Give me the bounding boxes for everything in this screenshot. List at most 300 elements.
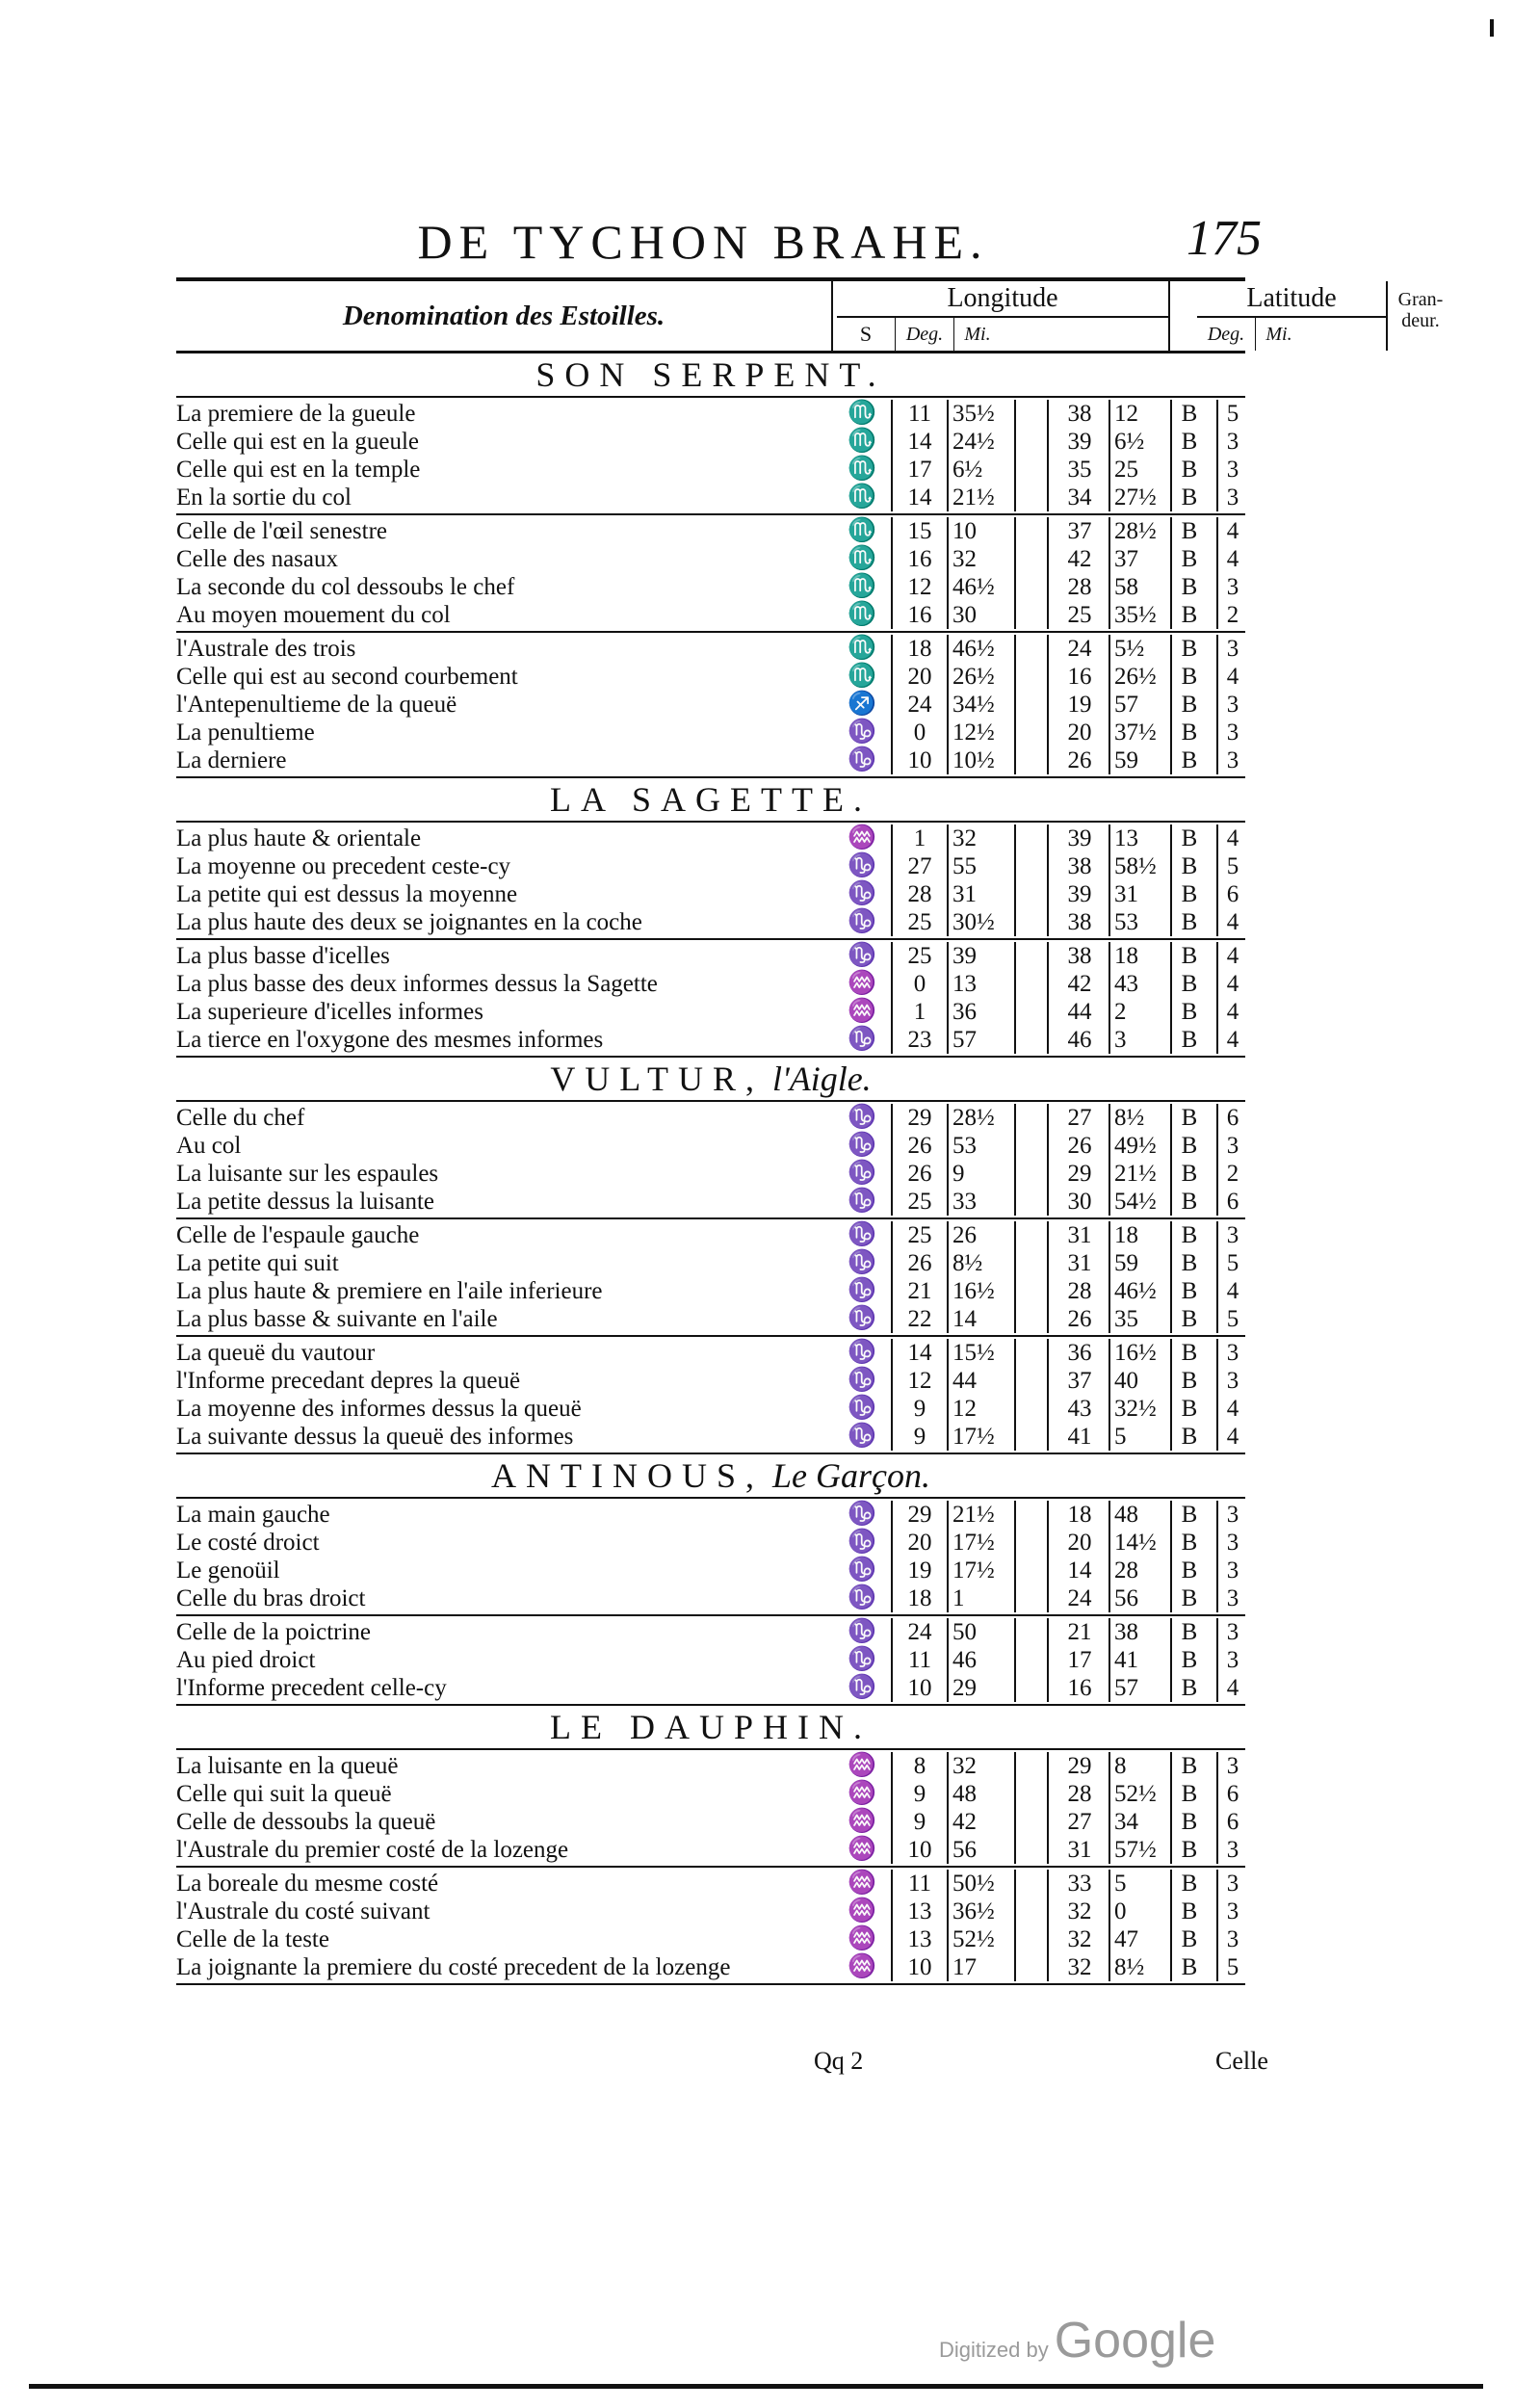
zodiac-sign: ♑ [848,1619,876,1644]
table-row [176,1104,1245,1132]
latitude-degrees: 38 [1067,401,1092,427]
table-row [176,1618,1245,1646]
latitude-direction: B [1170,545,1207,573]
column-rule [1047,400,1049,428]
star-name: La plus basse des deux informes dessus la Sagette [176,971,658,997]
latitude-degrees: 39 [1067,881,1092,907]
table-row [176,998,1245,1026]
latitude-direction: B [1170,1160,1207,1188]
longitude-degrees: 9 [891,1395,947,1423]
zodiac-sign: ♒ [848,825,876,851]
zodiac-sign: ♏ [848,401,876,426]
latitude-degrees: 39 [1067,825,1092,851]
latitude-degrees: 35 [1067,457,1092,483]
latitude-minutes: 57 [1109,691,1166,719]
longitude-minutes: 31 [947,880,1008,908]
table-row [176,1925,1245,1953]
latitude-minutes: 53 [1109,908,1166,936]
latitude-minutes: 28 [1109,1557,1166,1584]
constellation-heading [176,353,1245,398]
longitude-minutes: 56 [947,1836,1008,1864]
table-row [176,1277,1245,1305]
zodiac-sign: ♏ [848,518,876,543]
zodiac-sign: ♏ [848,484,876,510]
column-rule [1047,746,1049,774]
longitude-degrees: 9 [891,1780,947,1808]
longitude-minutes: 14 [947,1305,1008,1333]
column-rule [1014,1395,1016,1423]
magnitude: 4 [1216,908,1247,936]
latitude-minutes: 8½ [1109,1953,1166,1981]
magnitude: 4 [1216,998,1247,1026]
star-name: Celle qui suit la queuë [176,1781,392,1807]
star-group [176,1219,1245,1337]
longitude-minutes: 24½ [947,428,1008,456]
zodiac-sign: ♏ [848,602,876,627]
latitude-minutes: 14½ [1109,1529,1166,1557]
column-rule [1014,1221,1016,1249]
star-name: Celle du bras droict [176,1585,366,1611]
table-row [176,1674,1245,1702]
zodiac-sign: ♑ [848,1502,876,1527]
longitude-minutes: 6½ [947,456,1008,484]
latitude-direction: B [1170,573,1207,601]
latitude-minutes: 2 [1109,998,1166,1026]
column-rule [1014,1305,1016,1333]
zodiac-sign: ♏ [848,457,876,482]
longitude-degrees: 25 [891,908,947,936]
longitude-minutes: 33 [947,1188,1008,1216]
longitude-degrees: 9 [891,1423,947,1451]
longitude-degrees: 12 [891,573,947,601]
magnitude: 3 [1216,1836,1247,1864]
latitude-degrees: 33 [1067,1871,1092,1897]
magnitude: 4 [1216,970,1247,998]
zodiac-sign: ♒ [848,1954,876,1979]
column-rule [1014,573,1016,601]
latitude-degrees: 26 [1067,747,1092,773]
latitude-direction: B [1170,484,1207,511]
latitude-direction: B [1170,852,1207,880]
table-row [176,1132,1245,1160]
magnitude: 5 [1216,400,1247,428]
magnitude: 4 [1216,1395,1247,1423]
latitude-direction: B [1170,1584,1207,1612]
star-name: La boreale du mesme costé [176,1871,439,1897]
column-rule [1047,1925,1049,1953]
zodiac-sign: ♑ [848,909,876,934]
star-name: Le costé droict [176,1530,320,1556]
latitude-degrees: 27 [1067,1105,1092,1131]
column-rule [1047,663,1049,691]
latitude-degrees: 44 [1067,999,1092,1025]
longitude-degrees: 0 [891,970,947,998]
header-latitude-minutes: Mi. [1265,323,1292,345]
column-rule [1014,970,1016,998]
latitude-direction: B [1170,428,1207,456]
column-rule [1047,1104,1049,1132]
latitude-direction: B [1170,824,1207,852]
latitude-degrees: 28 [1067,1278,1092,1304]
watermark-prefix: Digitized by [939,2338,1049,2362]
longitude-minutes: 16½ [947,1277,1008,1305]
latitude-direction: B [1170,1501,1207,1529]
longitude-minutes: 55 [947,852,1008,880]
longitude-degrees: 29 [891,1104,947,1132]
magnitude: 5 [1216,1249,1247,1277]
latitude-degrees: 31 [1067,1837,1092,1863]
latitude-minutes: 26½ [1109,663,1166,691]
star-name: Celle qui est en la gueule [176,429,420,455]
magnitude: 3 [1216,691,1247,719]
header-latitude-degrees: Deg. [1197,318,1256,351]
column-rule [1047,1953,1049,1981]
latitude-direction: B [1170,1618,1207,1646]
magnitude: 4 [1216,517,1247,545]
latitude-degrees: 34 [1067,484,1092,510]
magnitude: 4 [1216,1423,1247,1451]
zodiac-sign: ♑ [848,1306,876,1331]
column-rule [1047,545,1049,573]
longitude-degrees: 1 [891,998,947,1026]
magnitude: 3 [1216,1339,1247,1367]
zodiac-sign: ♒ [848,1781,876,1806]
latitude-minutes: 35 [1109,1305,1166,1333]
column-rule [1014,1870,1016,1898]
longitude-minutes: 52½ [947,1925,1008,1953]
star-name: Au moyen mouement du col [176,602,451,628]
longitude-minutes: 36 [947,998,1008,1026]
star-name: l'Australe du premier costé de la lozenge [176,1837,569,1863]
longitude-degrees: 10 [891,746,947,774]
column-rule [1014,852,1016,880]
column-rule [1047,942,1049,970]
zodiac-sign: ♏ [848,636,876,661]
latitude-direction: B [1170,1026,1207,1054]
star-name: l'Antepenultieme de la queuë [176,692,457,718]
column-rule [1014,1132,1016,1160]
column-rule [1014,1925,1016,1953]
header-longitude-degrees: Deg. [896,318,954,351]
latitude-direction: B [1170,663,1207,691]
column-rule [1047,1188,1049,1216]
star-name: Celle qui est en la temple [176,457,421,483]
star-name: Celle de la teste [176,1926,329,1952]
longitude-minutes: 15½ [947,1339,1008,1367]
column-rule [1014,1674,1016,1702]
magnitude: 4 [1216,1674,1247,1702]
zodiac-sign: ♑ [848,1368,876,1393]
zodiac-sign: ♑ [848,881,876,906]
latitude-degrees: 42 [1067,546,1092,572]
column-rule [1047,1277,1049,1305]
constellation-heading [176,778,1245,823]
latitude-direction: B [1170,400,1207,428]
longitude-degrees: 14 [891,484,947,511]
latitude-minutes: 0 [1109,1898,1166,1925]
zodiac-sign: ♑ [848,943,876,968]
column-rule [1014,1618,1016,1646]
latitude-degrees: 26 [1067,1306,1092,1332]
latitude-degrees: 37 [1067,1368,1092,1394]
latitude-minutes: 59 [1109,746,1166,774]
latitude-degrees: 21 [1067,1619,1092,1645]
latitude-minutes: 49½ [1109,1132,1166,1160]
latitude-minutes: 37 [1109,545,1166,573]
longitude-degrees: 23 [891,1026,947,1054]
longitude-degrees: 26 [891,1132,947,1160]
star-name: La moyenne ou precedent ceste-cy [176,853,511,879]
star-group [176,940,1245,1058]
column-rule [1014,1808,1016,1836]
latitude-direction: B [1170,942,1207,970]
star-name: En la sortie du col [176,484,352,510]
latitude-minutes: 13 [1109,824,1166,852]
column-rule [1047,428,1049,456]
latitude-degrees: 32 [1067,1954,1092,1980]
constellation-heading [176,1454,1245,1499]
table-row [176,824,1245,852]
latitude-minutes: 40 [1109,1367,1166,1395]
latitude-minutes: 48 [1109,1501,1166,1529]
longitude-degrees: 11 [891,1870,947,1898]
column-rule [1014,663,1016,691]
column-rule [1047,1395,1049,1423]
column-rule [1014,880,1016,908]
column-rule [1047,456,1049,484]
bottom-rule [29,2384,1483,2389]
longitude-degrees: 29 [891,1501,947,1529]
zodiac-sign: ♏ [848,664,876,689]
latitude-degrees: 38 [1067,853,1092,879]
latitude-direction: B [1170,746,1207,774]
star-name: La moyenne des informes dessus la queuë [176,1396,582,1422]
table-row [176,691,1245,719]
latitude-degrees: 37 [1067,518,1092,544]
column-rule [1047,1160,1049,1188]
longitude-degrees: 20 [891,1529,947,1557]
latitude-degrees: 16 [1067,664,1092,690]
magnitude: 3 [1216,635,1247,663]
table-row [176,1501,1245,1529]
magnitude: 3 [1216,1529,1247,1557]
latitude-minutes: 34 [1109,1808,1166,1836]
latitude-minutes: 6½ [1109,428,1166,456]
star-name: La plus haute & premiere en l'aile inferieure [176,1278,603,1304]
latitude-direction: B [1170,1674,1207,1702]
longitude-minutes: 26 [947,1221,1008,1249]
longitude-minutes: 1 [947,1584,1008,1612]
latitude-minutes: 25 [1109,456,1166,484]
longitude-minutes: 8½ [947,1249,1008,1277]
table-row [176,1780,1245,1808]
star-group [176,1102,1245,1219]
constellation-subtitle: Le Garçon. [764,1456,930,1495]
longitude-minutes: 57 [947,1026,1008,1054]
longitude-degrees: 20 [891,663,947,691]
star-name: La plus basse d'icelles [176,943,390,969]
latitude-direction: B [1170,1752,1207,1780]
longitude-degrees: 10 [891,1836,947,1864]
column-rule [1047,1132,1049,1160]
longitude-degrees: 24 [891,1618,947,1646]
latitude-direction: B [1170,1277,1207,1305]
column-rule [1047,719,1049,746]
latitude-minutes: 41 [1109,1646,1166,1674]
latitude-degrees: 31 [1067,1250,1092,1276]
column-rule [1047,1646,1049,1674]
zodiac-sign: ♑ [848,1278,876,1303]
longitude-minutes: 10½ [947,746,1008,774]
table-row [176,1808,1245,1836]
zodiac-sign: ♑ [848,1585,876,1610]
table-row [176,1160,1245,1188]
zodiac-sign: ♒ [848,1898,876,1924]
latitude-direction: B [1170,1423,1207,1451]
star-name: l'Informe precedant depres la queuë [176,1368,521,1394]
longitude-degrees: 15 [891,517,947,545]
table-row [176,1026,1245,1054]
latitude-degrees: 28 [1067,1781,1092,1807]
table-row [176,1188,1245,1216]
zodiac-sign: ♑ [848,1340,876,1365]
column-rule [1014,601,1016,629]
zodiac-sign: ♑ [848,720,876,745]
magnitude: 4 [1216,663,1247,691]
column-rule [1047,691,1049,719]
latitude-direction: B [1170,1808,1207,1836]
column-rule [1014,484,1016,511]
longitude-minutes: 30½ [947,908,1008,936]
star-group [176,515,1245,633]
star-name: La plus basse & suivante en l'aile [176,1306,498,1332]
longitude-minutes: 46½ [947,573,1008,601]
table-row [176,1557,1245,1584]
zodiac-sign: ♒ [848,1837,876,1862]
table-row [176,908,1245,936]
column-rule [1014,1557,1016,1584]
latitude-minutes: 8 [1109,1752,1166,1780]
zodiac-sign: ♑ [848,1189,876,1214]
star-name: La petite qui est dessus la moyenne [176,881,518,907]
latitude-minutes: 28½ [1109,517,1166,545]
latitude-degrees: 20 [1067,1530,1092,1556]
latitude-minutes: 12 [1109,400,1166,428]
longitude-minutes: 36½ [947,1898,1008,1925]
zodiac-sign: ♒ [848,971,876,996]
column-rule [1014,1339,1016,1367]
column-rule [1014,1752,1016,1780]
latitude-direction: B [1170,1646,1207,1674]
column-rule [1014,691,1016,719]
column-rule [1047,1026,1049,1054]
google-logo: Google [1054,2313,1216,2369]
latitude-minutes: 52½ [1109,1780,1166,1808]
zodiac-sign: ♑ [848,1133,876,1158]
column-rule [1014,1277,1016,1305]
column-rule [1014,1160,1016,1188]
longitude-degrees: 8 [891,1752,947,1780]
longitude-minutes: 32 [947,545,1008,573]
magnitude: 3 [1216,719,1247,746]
longitude-degrees: 11 [891,1646,947,1674]
star-name: Le genoüil [176,1557,280,1584]
longitude-degrees: 9 [891,1808,947,1836]
latitude-direction: B [1170,908,1207,936]
latitude-minutes: 16½ [1109,1339,1166,1367]
magnitude: 5 [1216,1305,1247,1333]
longitude-minutes: 17½ [947,1557,1008,1584]
star-group [176,633,1245,778]
star-catalogue-table [176,277,1444,1985]
column-rule [1014,1249,1016,1277]
zodiac-sign: ♏ [848,546,876,571]
magnitude: 4 [1216,1026,1247,1054]
star-name: La tierce en l'oxygone des mesmes informes [176,1027,604,1053]
longitude-degrees: 10 [891,1674,947,1702]
latitude-degrees: 42 [1067,971,1092,997]
longitude-minutes: 29 [947,1674,1008,1702]
longitude-degrees: 26 [891,1249,947,1277]
latitude-minutes: 43 [1109,970,1166,998]
constellation-title: LA SAGETTE. [550,780,872,819]
longitude-minutes: 13 [947,970,1008,998]
magnitude: 3 [1216,1870,1247,1898]
zodiac-sign: ♑ [848,1424,876,1449]
star-group [176,398,1245,515]
latitude-direction: B [1170,1953,1207,1981]
latitude-direction: B [1170,1529,1207,1557]
latitude-minutes: 18 [1109,942,1166,970]
magnitude: 6 [1216,1808,1247,1836]
magnitude: 2 [1216,1160,1247,1188]
latitude-degrees: 25 [1067,602,1092,628]
table-row [176,1836,1245,1864]
star-name: La plus haute & orientale [176,825,422,851]
constellation-title: VULTUR, [550,1060,764,1098]
magnitude: 3 [1216,1221,1247,1249]
latitude-direction: B [1170,1132,1207,1160]
column-rule [1047,1808,1049,1836]
column-rule [1014,428,1016,456]
zodiac-sign: ♑ [848,1222,876,1247]
column-rule [1047,880,1049,908]
column-rule [1014,942,1016,970]
magnitude: 6 [1216,880,1247,908]
latitude-degrees: 27 [1067,1809,1092,1835]
latitude-degrees: 39 [1067,429,1092,455]
zodiac-sign: ♑ [848,853,876,878]
zodiac-sign: ♑ [848,1557,876,1583]
star-group [176,1750,1245,1868]
longitude-degrees: 12 [891,1367,947,1395]
zodiac-sign: ♒ [848,1753,876,1778]
table-row [176,545,1245,573]
star-name: Celle de la poictrine [176,1619,372,1645]
column-rule [1014,400,1016,428]
latitude-degrees: 14 [1067,1557,1092,1584]
table-header [176,281,1444,353]
longitude-degrees: 14 [891,428,947,456]
column-rule [1014,1501,1016,1529]
longitude-minutes: 34½ [947,691,1008,719]
table-row [176,601,1245,629]
magnitude: 3 [1216,1584,1247,1612]
latitude-degrees: 41 [1067,1424,1092,1450]
star-name: La queuë du vautour [176,1340,376,1366]
longitude-minutes: 35½ [947,400,1008,428]
latitude-degrees: 24 [1067,1585,1092,1611]
